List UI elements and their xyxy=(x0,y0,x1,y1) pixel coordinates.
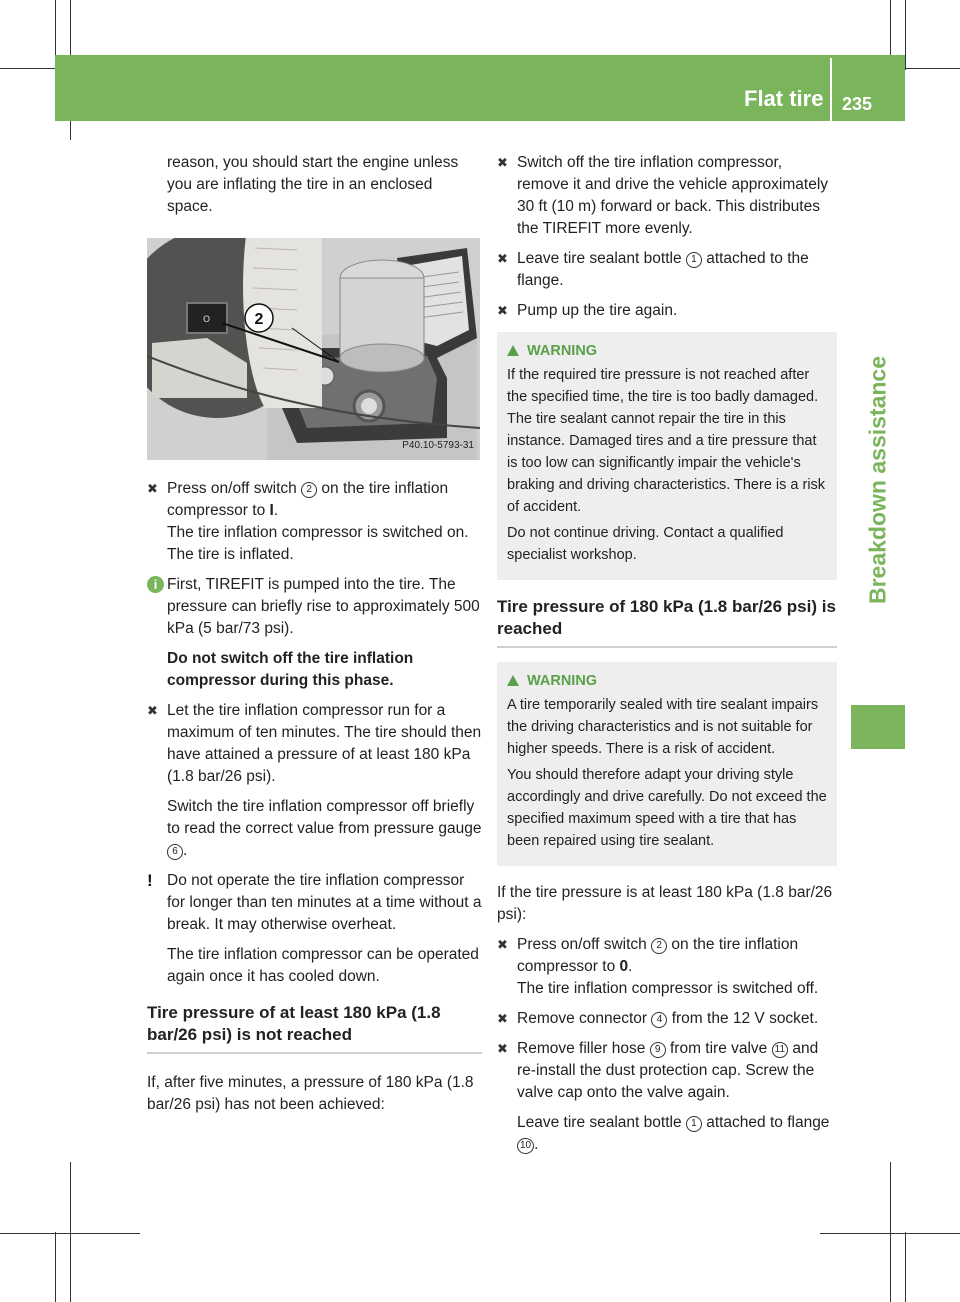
header-divider xyxy=(830,58,832,121)
step-text: Press on/off switch xyxy=(167,480,302,497)
callout-number: 9 xyxy=(650,1042,666,1058)
instruction-step: ✖ Remove filler hose 9 from tire valve 11 and re-install the dust protection cap. Screw the valve cap onto the valve again. Leave tire sealant bottle 1 attached to flange 10 . xyxy=(497,1038,837,1156)
right-column xyxy=(497,152,837,1164)
warning-box xyxy=(497,662,837,866)
compressor-illustration xyxy=(147,238,480,460)
arrow-icon: ✖ xyxy=(497,1011,508,1026)
compressor-photo xyxy=(147,238,480,460)
arrow-icon: ✖ xyxy=(497,251,508,266)
callout-number: 6 xyxy=(167,844,183,860)
warning-title: WARNING xyxy=(507,670,827,692)
warning-text: If the required tire pressure is not reached after the specified time, the tire is too badly damaged. The tire sealant cannot repair the tire in this instance. Damaged tires and a tire pressure that is too low can significantly impair the vehicle's braking and driving characteristics. There is a risk of accident. xyxy=(507,367,826,515)
crop-mark xyxy=(905,1232,906,1302)
callout-number: 10 xyxy=(517,1138,534,1154)
arrow-icon: ✖ xyxy=(147,703,158,718)
callout-number: 2 xyxy=(301,482,317,498)
chapter-marker xyxy=(851,705,905,749)
warning-triangle-icon xyxy=(507,345,519,356)
section-heading: Tire pressure of 180 kPa (1.8 bar/26 psi) is reached xyxy=(497,596,837,648)
instruction-step xyxy=(497,300,837,322)
info-emphasis: Do not switch off the tire inflation compressor during this phase. xyxy=(167,650,414,689)
warning-title: WARNING xyxy=(507,340,827,362)
paragraph: If the tire pressure is at least 180 kPa (1.8 bar/26 psi): xyxy=(497,884,833,923)
exclamation-icon: ! xyxy=(147,871,153,890)
figure-code: P40.10-5793-31 xyxy=(402,440,474,451)
caution-continuation: The tire inflation compressor can be operated again once it has cooled down. xyxy=(167,946,479,985)
callout-number: 11 xyxy=(772,1042,788,1058)
switch-position: 0 xyxy=(619,958,629,975)
crop-mark xyxy=(70,1162,71,1302)
step-text: on the tire inflation compressor to xyxy=(167,480,449,519)
callout-number: 1 xyxy=(686,1116,702,1132)
step-text: Pump up the tire again. xyxy=(517,302,678,319)
step-result: The tire inflation compressor is switched off. xyxy=(517,980,819,997)
warning-text: A tire temporarily sealed with tire sealant impairs the driving characteristics and is not suitable for higher speeds. There is a risk of accident. xyxy=(507,697,819,757)
callout-number: 1 xyxy=(686,252,702,268)
instruction-step xyxy=(147,700,482,862)
warning-text: You should therefore adapt your driving style accordingly and drive carefully. Do not exceed the specified maximum speed with a tire that has been repaired using tire sealant. xyxy=(507,767,827,849)
caution-text: Do not operate the tire inflation compressor for longer than ten minutes at a time without a break. It may otherwise overheat. xyxy=(167,872,482,933)
switch-position: I xyxy=(269,502,274,519)
crop-mark xyxy=(905,0,906,70)
step-text: . xyxy=(273,502,279,519)
info-note xyxy=(147,574,482,692)
left-column xyxy=(147,152,482,1124)
instruction-step xyxy=(147,478,482,566)
step-continuation: Leave tire sealant bottle 1 attached to flange 10 . xyxy=(517,1114,830,1153)
warning-text: Do not continue driving. Contact a qualified specialist workshop. xyxy=(507,525,784,563)
step-text: Let the tire inflation compressor run for a maximum of ten minutes. The tire should then have attained a pressure of at least 180 kPa (1.8 bar/26 psi). xyxy=(167,702,482,785)
info-icon: i xyxy=(147,576,164,593)
paragraph: If, after five minutes, a pressure of 180 kPa (1.8 bar/26 psi) has not been achieved: xyxy=(147,1074,474,1113)
warning-triangle-icon xyxy=(507,675,519,686)
figure-callout: 2 xyxy=(254,311,264,328)
instruction-step xyxy=(497,152,837,240)
callout-number: 4 xyxy=(651,1012,667,1028)
step-continuation: Switch the tire inflation compressor off briefly to read the correct value from pressure gauge 6 . xyxy=(167,798,482,859)
callout-number: 2 xyxy=(651,938,667,954)
arrow-icon: ✖ xyxy=(497,937,508,952)
section-title: Flat tire xyxy=(744,86,824,111)
intro-text: reason, you should start the engine unless you are inflating the tire in an enclosed space. xyxy=(167,154,459,215)
crop-mark xyxy=(55,1232,56,1302)
step-text: Switch off the tire inflation compressor, remove it and drive the vehicle approximately 30 ft (10 m) forward or back. This distributes the TIREFIT more evenly. xyxy=(517,154,829,237)
arrow-icon: ✖ xyxy=(147,481,158,496)
arrow-icon: ✖ xyxy=(497,155,508,170)
arrow-icon: ✖ xyxy=(497,303,508,318)
instruction-step: ✖ Leave tire sealant bottle 1 attached to the flange. xyxy=(497,250,809,289)
section-heading: Tire pressure of at least 180 kPa (1.8 bar/26 psi) is not reached xyxy=(147,1002,482,1054)
caution-note xyxy=(147,870,482,988)
instruction-step: ✖ Press on/off switch 2 on the tire inflation compressor to 0. The tire inflation compressor is switched off. xyxy=(497,936,819,997)
step-result: The tire inflation compressor is switched on. The tire is inflated. xyxy=(167,524,469,563)
instruction-step: ✖ Remove connector 4 from the 12 V socket. xyxy=(497,1008,837,1030)
crop-mark xyxy=(890,1162,891,1302)
chapter-label: Breakdown assistance xyxy=(864,355,891,605)
page-number: 235 xyxy=(842,94,873,114)
warning-box xyxy=(497,332,837,580)
info-text: First, TIREFIT is pumped into the tire. The pressure can briefly rise to approximately 500 kPa (5 bar/73 psi). xyxy=(167,576,480,637)
arrow-icon: ✖ xyxy=(497,1041,508,1056)
svg-text:O: O xyxy=(203,315,211,325)
